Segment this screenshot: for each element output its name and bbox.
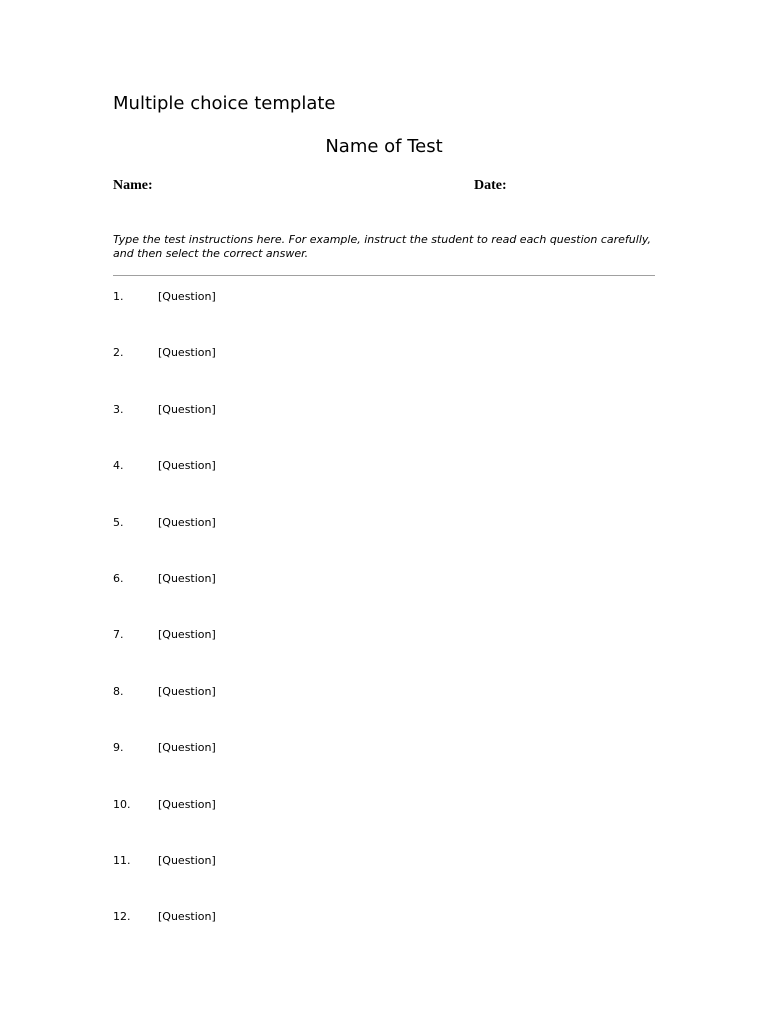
question-text: [Question] (158, 515, 216, 529)
question-number: 8. (113, 684, 124, 698)
document-heading: Multiple choice template (113, 93, 336, 114)
question-item (113, 910, 655, 966)
question-item (113, 516, 655, 572)
question-text: [Question] (158, 628, 216, 642)
question-item (113, 403, 655, 459)
question-text: [Question] (158, 346, 216, 360)
question-list (113, 290, 655, 967)
question-text: [Question] (158, 402, 216, 416)
question-item (113, 854, 655, 910)
question-number: 4. (113, 459, 124, 473)
question-number: 2. (113, 346, 124, 360)
question-item (113, 290, 655, 346)
question-number: 12. (113, 910, 131, 924)
question-item (113, 798, 655, 854)
question-text: [Question] (158, 741, 216, 755)
question-item (113, 459, 655, 515)
question-item (113, 628, 655, 684)
question-text: [Question] (158, 797, 216, 811)
date-label: Date: (474, 178, 507, 193)
question-number: 5. (113, 515, 124, 529)
question-number: 10. (113, 797, 131, 811)
question-text: [Question] (158, 290, 216, 303)
question-item (113, 572, 655, 628)
question-number: 3. (113, 402, 124, 416)
test-title: Name of Test (325, 136, 443, 157)
question-number: 1. (113, 290, 124, 303)
test-instructions: Type the test instructions here. For example, instruct the student to read each question carefully, and then select the correct answer. (113, 233, 652, 260)
question-item (113, 685, 655, 741)
divider-line (113, 275, 655, 276)
question-text: [Question] (158, 853, 216, 867)
question-text: [Question] (158, 571, 216, 585)
question-text: [Question] (158, 684, 216, 698)
question-number: 6. (113, 571, 124, 585)
question-item (113, 741, 655, 797)
question-text: [Question] (158, 910, 216, 924)
question-number: 11. (113, 853, 131, 867)
question-number: 9. (113, 741, 124, 755)
question-text: [Question] (158, 459, 216, 473)
question-item (113, 346, 655, 402)
name-label: Name: (113, 178, 153, 193)
question-number: 7. (113, 628, 124, 642)
